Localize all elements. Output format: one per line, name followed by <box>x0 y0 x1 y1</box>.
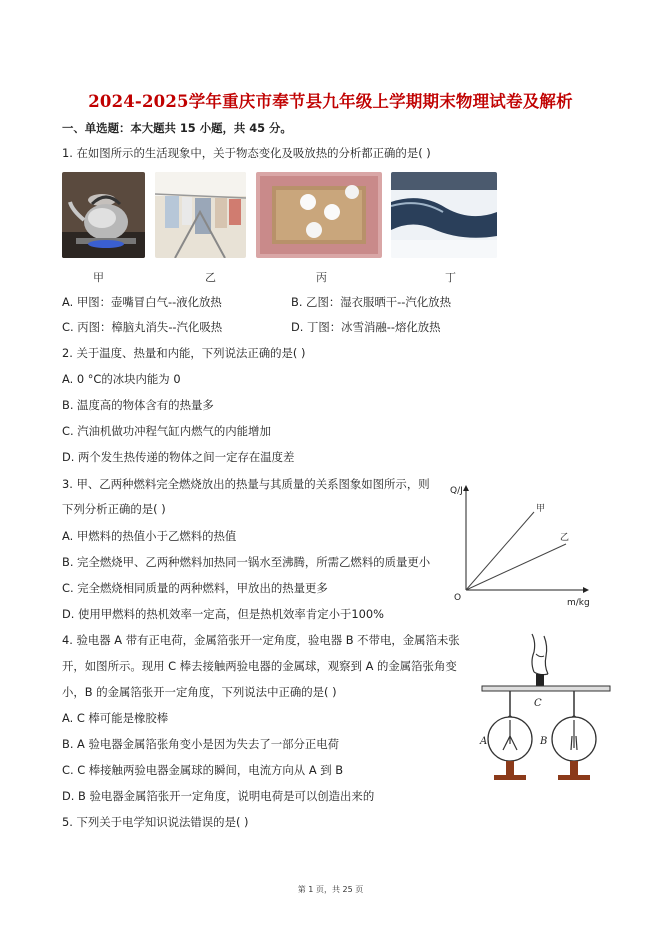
q3-graph-xlabel: m/kg <box>567 598 590 608</box>
q4-label-b: B <box>540 736 548 747</box>
q1-option-b: B. 乙图：湿衣服晒干--汽化放热 <box>291 295 451 309</box>
q1-caption-jia: 甲 <box>93 271 104 284</box>
q1-option-d: D. 丁图：冰雪消融--熔化放热 <box>291 320 441 334</box>
q4-label-c: C <box>534 698 542 709</box>
electroscope-b <box>552 691 596 780</box>
photo-clothes <box>155 172 246 258</box>
q3-stem-line1: 3. 甲、乙两种燃料完全燃烧放出的热量与其质量的关系图象如图所示，则 <box>62 477 430 491</box>
q3-option-a: A. 甲燃料的热值小于乙燃料的热值 <box>62 529 237 543</box>
q3-graph <box>440 478 600 610</box>
q1-stem: 1. 在如图所示的生活现象中，关于物态变化及吸放热的分析都正确的是( ) <box>62 146 431 160</box>
q1-option-c: C. 丙图：樟脑丸消失--汽化吸热 <box>62 320 223 334</box>
q4-label-a: A <box>480 736 488 747</box>
q1-caption-yi: 乙 <box>205 271 216 284</box>
q5-stem: 5. 下列关于电学知识说法错误的是( ) <box>62 815 249 829</box>
photo-kettle <box>62 172 145 258</box>
q1-caption-ding: 丁 <box>445 271 456 284</box>
q4-electroscope-figure <box>478 632 614 784</box>
q2-option-d: D. 两个发生热传递的物体之间一定存在温度差 <box>62 450 295 464</box>
paper-title: 2024-2025学年重庆市奉节县九年级上学期期末物理试卷及解析 <box>88 92 573 111</box>
q3-graph-origin: O <box>454 593 462 603</box>
q4-option-d: D. B 验电器金属箔张开一定角度，说明电荷是可以创造出来的 <box>62 789 375 803</box>
q3-option-d: D. 使用甲燃料的热机效率一定高，但是热机效率肯定小于100% <box>62 607 384 621</box>
hand-icon <box>532 634 548 675</box>
q4-stem-line2: 开，如图所示。现用 C 棒去接触两验电器的金属球，观察到 A 的金属箔张角变 <box>62 659 457 673</box>
q3-graph-line-jia <box>466 512 534 590</box>
electroscope-a <box>488 691 532 780</box>
q3-option-c: C. 完全燃烧相同质量的两种燃料，甲放出的热量更多 <box>62 581 328 595</box>
q4-option-c: C. C 棒接触两验电器金属球的瞬间，电流方向从 A 到 B <box>62 763 344 777</box>
photo-snow-melting <box>391 172 497 258</box>
q3-graph-label-jia: 甲 <box>536 504 546 514</box>
page-footer: 第 1 页，共 25 页 <box>297 885 364 894</box>
q2-stem: 2. 关于温度、热量和内能，下列说法正确的是( ) <box>62 346 306 360</box>
q4-option-a: A. C 棒可能是橡胶棒 <box>62 711 169 725</box>
q2-option-c: C. 汽油机做功冲程气缸内燃气的内能增加 <box>62 424 271 438</box>
q3-graph-ylabel: Q/J <box>450 486 463 496</box>
q4-stem-line3: 小，B 的金属箔张开一定角度，下列说法中正确的是( ) <box>62 685 337 699</box>
q4-stem-line1: 4. 验电器 A 带有正电荷，金属箔张开一定角度，验电器 B 不带电，金属箔未张 <box>62 633 460 647</box>
q2-option-b: B. 温度高的物体含有的热量多 <box>62 398 214 412</box>
photo-mothballs <box>256 172 382 258</box>
q4-option-b: B. A 验电器金属箔张角变小是因为失去了一部分正电荷 <box>62 737 340 751</box>
q3-graph-line-yi <box>466 544 566 590</box>
q3-stem-line2: 下列分析正确的是( ) <box>62 502 166 516</box>
q1-caption-bing: 丙 <box>316 271 327 284</box>
section-heading: 一、单选题：本大题共 15 小题，共 45 分。 <box>62 121 292 135</box>
q2-option-a: A. 0 °C的冰块内能为 0 <box>62 372 181 386</box>
rod-c <box>482 686 610 691</box>
rod-c-handle <box>536 674 544 686</box>
q1-option-a: A. 甲图：壶嘴冒白气--液化放热 <box>62 295 222 309</box>
q3-option-b: B. 完全燃烧甲、乙两种燃料加热同一锅水至沸腾，所需乙燃料的质量更小 <box>62 555 431 569</box>
q3-graph-label-yi: 乙 <box>560 533 570 543</box>
